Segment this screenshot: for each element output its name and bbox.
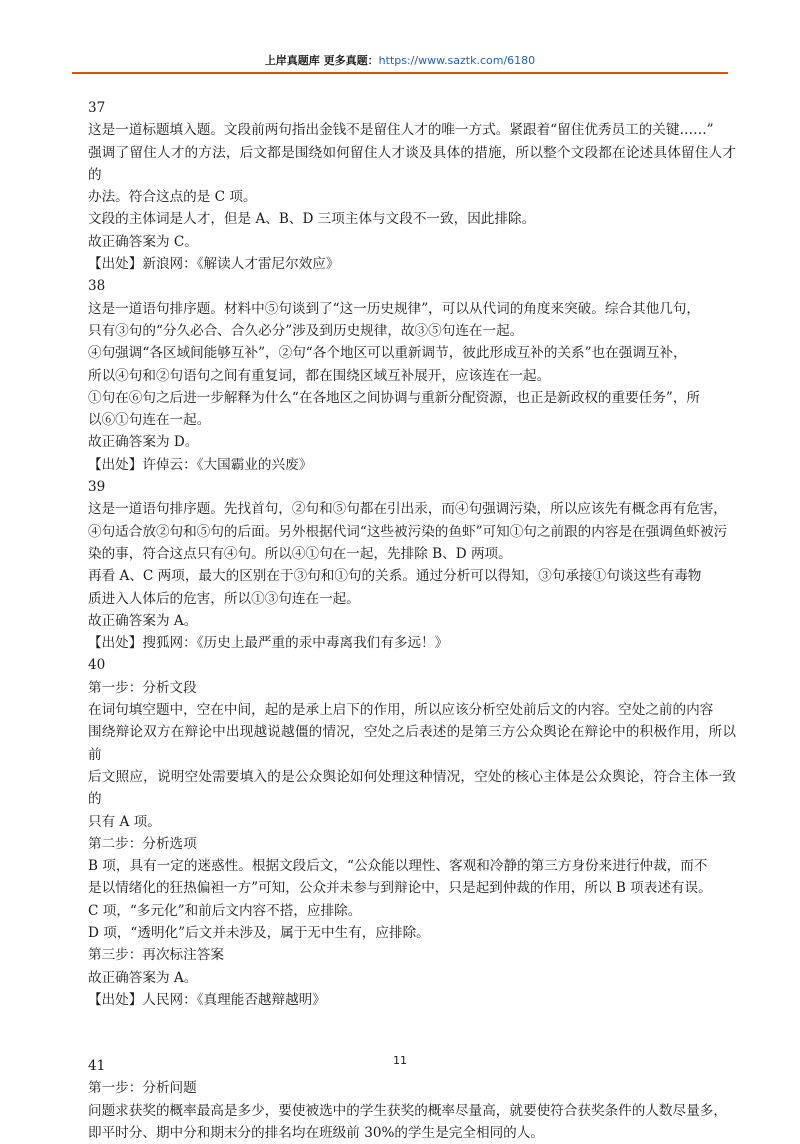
text-line: D 项，“透明化”后文并未涉及，属于无中生有，应排除。 [88,924,430,941]
question-number-38: 38 [88,278,106,295]
answer-line: 故正确答案为 A。 [88,612,198,629]
page-number: 11 [393,1054,407,1067]
text-line: 即平时分、期中分和期末分的排名均在班级前 30%的学生是完全相同的人。 [88,1125,544,1142]
source-line: 【出处】许倬云：《大国霸业的兴废》 [88,456,313,473]
question-number-37: 37 [88,100,106,116]
step-heading: 第一步：分析问题 [88,1080,197,1097]
text-line: B 项，具有一定的迷惑性。根据文段后文，“公众能以理性、客观和冷静的第三方身份来进行仲裁，而不 [88,858,708,875]
text-line: 文段的主体词是人才，但是 A、B、D 三项主体与文段不一致，因此排除。 [88,211,536,228]
question-number-40: 40 [88,657,106,674]
answer-explanations [88,97,736,1144]
spacer [88,1011,736,1055]
question-number-39: 39 [88,479,106,496]
step-heading: 第二步：分析选项 [88,835,197,852]
header-link[interactable]: https://www.saztk.com/6180 [378,54,536,67]
text-line: 办法。符合这点的是 C 项。 [88,189,257,206]
page-header [72,52,728,68]
source-line: 【出处】人民网：《真理能否越辩越明》 [88,991,326,1008]
text-line: 这是一道语句排序题。材料中⑤句谈到了“这一历史规律”，可以从代词的角度来突破。综合其他几句， [88,300,701,317]
text-line: 所以④句和②句语句之间有重复词，都在围绕区域互补展开，应该连在一起。 [88,367,551,384]
text-line: 再看 A、C 两项，最大的区别在于③句和①句的关系。通过分析可以得知，③句承接①句谈这些有毒物 [88,568,702,585]
question-number-41: 41 [88,1058,106,1075]
answer-line: 故正确答案为 A。 [88,969,198,986]
text-line: 是以情绪化的狂热偏袒一方”可知，公众并未参与到辩论中，只是起到仲裁的作用，所以 B 项表述有误。 [88,880,712,897]
text-line: C 项，“多元化”和前后文内容不搭，应排除。 [88,902,362,919]
text-line: 在词句填空题中，空在中间，起的是承上启下的作用，所以应该分析空处前后文的内容。空处之前的内容 [88,702,714,719]
answer-line: 故正确答案为 D。 [88,434,199,451]
answer-line: 故正确答案为 C。 [88,233,198,250]
text-line: 这是一道标题填入题。文段前两句指出金钱不是留住人才的唯一方式。紧跟着“留住优秀员工的关键……” [88,122,714,139]
text-line: 染的事，符合这点只有④句。所以④①句在一起，先排除 B、D 两项。 [88,545,512,562]
source-line: 【出处】搜狐网：《历史上最严重的汞中毒离我们有多远！》 [88,635,449,652]
text-line: 这是一道语句排序题。先找首句，②句和⑤句都在引出汞，而④句强调污染，所以应该先有概念再有危害， [88,501,727,518]
text-line: ④句适合放②句和⑤句的后面。另外根据代词“这些被污染的鱼虾”可知①句之前跟的内容是在强调鱼虾被污 [88,523,728,540]
text-line: 围绕辩论双方在辩论中出现越说越僵的情况，空处之后表述的是第三方公众舆论在辩论中的积极作用，所以前 [88,724,736,763]
step-heading: 第一步：分析文段 [88,679,197,696]
text-line: 后文照应，说明空处需要填入的是公众舆论如何处理这种情况，空处的核心主体是公众舆论，符合主体一致的 [88,768,736,808]
text-line: ④句强调“各区域间能够互补”，②句“各个地区可以重新调节，彼此形成互补的关系”也在强调互补， [88,345,687,362]
text-line: ①句在⑥句之后进一步解释为什么“在各地区之间协调与重新分配资源，也正是新政权的重要任务”，所 [88,389,701,406]
text-line: 只有③句的“分久必合、合久必分”涉及到历史规律，故③⑤句连在一起。 [88,322,524,339]
header-divider [72,72,728,74]
text-line: 只有 A 项。 [88,813,161,830]
text-line: 以⑥①句连在一起。 [88,412,211,429]
text-line: 质进入人体后的危害，所以①③句连在一起。 [88,590,360,607]
source-line: 【出处】新浪网：《解读人才雷尼尔效应》 [88,256,340,273]
step-heading: 第三步：再次标注答案 [88,947,224,964]
text-line: 强调了留住人才的方法，后文都是围绕如何留住人才谈及具体的措施，所以整个文段都在论述具体留住人才的 [88,144,736,183]
header-label: 上岸真题库 更多真题： [264,54,379,67]
text-line: 问题求获奖的概率最高是多少，要使被选中的学生获奖的概率尽量高，就要使符合获奖条件的人数尽量多， [88,1102,727,1119]
